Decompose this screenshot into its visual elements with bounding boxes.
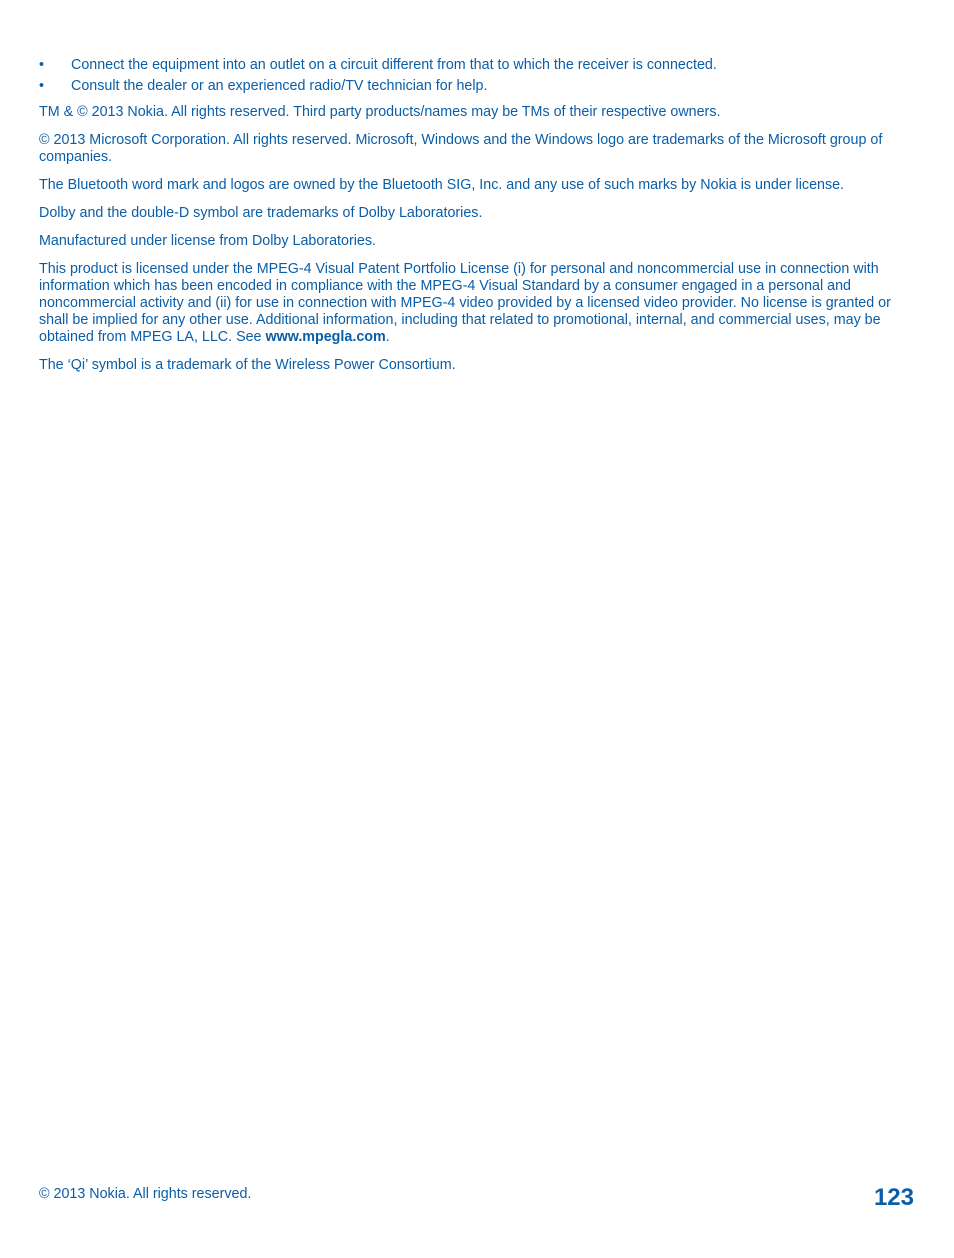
mpeg-license-end: .	[385, 329, 390, 345]
nokia-trademark-paragraph: TM & © 2013 Nokia. All rights reserved. Third party products/names may be TMs of their respective owners.	[39, 104, 721, 120]
footer-copyright: © 2013 Nokia. All rights reserved.	[39, 1186, 252, 1202]
mpegla-link[interactable]: www.mpegla.com	[265, 329, 386, 345]
bullet-text: Connect the equipment into an outlet on a circuit different from that to which the receiver is connected.	[71, 57, 717, 73]
dolby-license-paragraph: Manufactured under license from Dolby Laboratories.	[39, 233, 376, 249]
bullet-text: Consult the dealer or an experienced radio/TV technician for help.	[71, 78, 488, 94]
document-body	[39, 57, 917, 385]
bluetooth-trademark-paragraph: The Bluetooth word mark and logos are owned by the Bluetooth SIG, Inc. and any use of such marks by Nokia is under license.	[39, 177, 845, 193]
bullet-icon: •	[39, 78, 45, 94]
list-item	[39, 57, 917, 74]
dolby-trademark-paragraph: Dolby and the double-D symbol are trademarks of Dolby Laboratories.	[39, 205, 483, 221]
mpeg-license-text: This product is licensed under the MPEG-4 Visual Patent Portfolio License (i) for personal and noncommercial use in connection with information which has been encoded in compliance with the MPEG-4 Visual Standard by a consumer engaged in a personal and noncommercial activity and (ii) for use in connection with MPEG-4 video provided by a licensed video provider. No license is granted or shall be implied for any other use. Additional information, including that related to promotional, internal, and commercial uses, may be obtained from MPEG LA, LLC. See	[39, 261, 891, 345]
list-item	[39, 78, 917, 95]
bullet-icon: •	[39, 57, 45, 73]
mpeg-license-paragraph	[39, 261, 917, 346]
page-number: 123	[873, 1184, 914, 1211]
bullet-list	[39, 57, 917, 95]
microsoft-trademark-paragraph: © 2013 Microsoft Corporation. All rights reserved. Microsoft, Windows and the Windows logo are trademarks of the Microsoft group of companies.	[39, 132, 883, 165]
qi-trademark-paragraph: The ‘Qi’ symbol is a trademark of the Wireless Power Consortium.	[39, 357, 456, 373]
